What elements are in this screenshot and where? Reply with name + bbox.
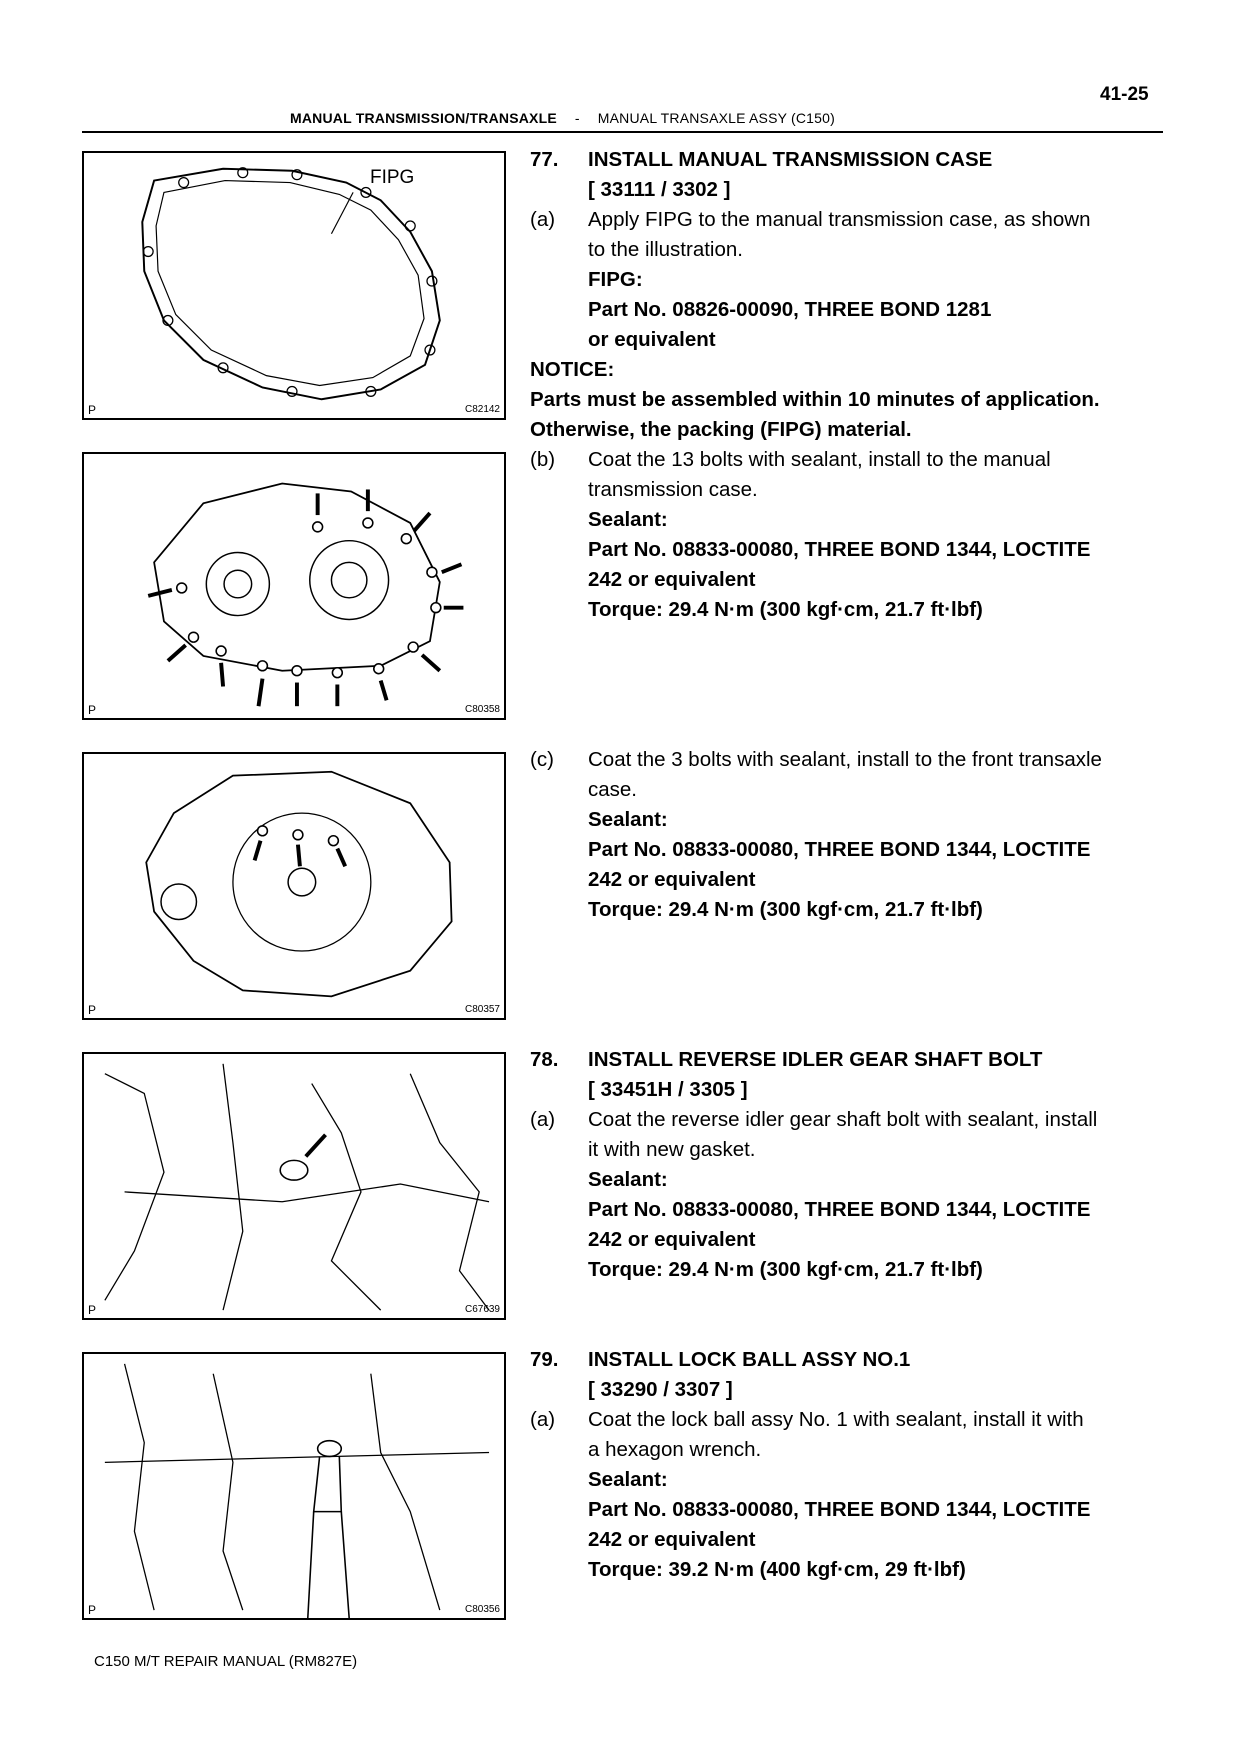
part-number-cont: or equivalent xyxy=(588,328,716,351)
fipg-callout: FIPG xyxy=(370,167,415,188)
part-number: Part No. 08833-00080, THREE BOND 1344, LOCTITE xyxy=(588,1198,1091,1221)
step-78-title-row xyxy=(530,1045,1170,1075)
step-number: 79. xyxy=(530,1348,559,1371)
substep-b xyxy=(530,445,1170,475)
notice-text-cont: Otherwise, the packing (FIPG) material. xyxy=(530,418,912,441)
figure-13-bolts xyxy=(82,452,506,720)
part-number-cont: 242 or equivalent xyxy=(588,1228,756,1251)
substep-text-cont: transmission case. xyxy=(588,478,758,501)
figure-code: C80357 xyxy=(464,1004,500,1015)
sealant-label: Sealant: xyxy=(588,1468,668,1491)
step-title: INSTALL REVERSE IDLER GEAR SHAFT BOLT xyxy=(588,1048,1043,1071)
substep-a xyxy=(530,205,1170,235)
figure-code: C80358 xyxy=(464,704,500,715)
step-title: INSTALL MANUAL TRANSMISSION CASE xyxy=(588,148,993,171)
running-header xyxy=(290,110,835,126)
substep-index: (a) xyxy=(530,1108,556,1131)
fipg-label: FIPG: xyxy=(588,268,643,291)
lock-ball-illustration xyxy=(84,1354,504,1618)
reverse-idler-bolt-illustration xyxy=(84,1054,504,1318)
header-rule xyxy=(82,131,1163,133)
part-number: Part No. 08826-00090, THREE BOND 1281 xyxy=(588,298,992,321)
transmission-case-bolts-illustration xyxy=(84,454,504,718)
step-title: INSTALL LOCK BALL ASSY NO.1 xyxy=(588,1348,911,1371)
notice-text: Parts must be assembled within 10 minutes of application. xyxy=(530,388,1100,411)
torque-spec: Torque: 29.4 N·m (300 kgf·cm, 21.7 ft·lbf) xyxy=(588,898,983,921)
header-separator: - xyxy=(574,110,580,126)
figure-p-label: P xyxy=(88,703,97,717)
header-section: MANUAL TRANSMISSION/TRANSAXLE xyxy=(290,110,557,126)
figure-code: C80356 xyxy=(464,1604,500,1615)
substep-index: (a) xyxy=(530,1408,556,1431)
step-code: [ 33111 / 3302 ] xyxy=(588,178,731,201)
figure-p-label: P xyxy=(88,1303,97,1317)
step-77-c xyxy=(530,745,1170,925)
part-number: Part No. 08833-00080, THREE BOND 1344, LOCTITE xyxy=(588,538,1091,561)
torque-spec: Torque: 29.4 N·m (300 kgf·cm, 21.7 ft·lbf) xyxy=(588,1258,983,1281)
sealant-label: Sealant: xyxy=(588,808,668,831)
step-77 xyxy=(530,145,1170,625)
step-79 xyxy=(530,1345,1170,1585)
substep-index: (c) xyxy=(530,748,554,771)
figure-code: C67639 xyxy=(464,1304,500,1315)
part-number: Part No. 08833-00080, THREE BOND 1344, LOCTITE xyxy=(588,838,1091,861)
substep-index: (b) xyxy=(530,448,556,471)
figure-3-bolts xyxy=(82,752,506,1020)
fipg-case-illustration xyxy=(84,153,504,418)
step-78 xyxy=(530,1045,1170,1285)
part-number-cont: 242 or equivalent xyxy=(588,1528,756,1551)
part-number: Part No. 08833-00080, THREE BOND 1344, LOCTITE xyxy=(588,1498,1091,1521)
substep-a xyxy=(530,1405,1170,1435)
substep-text: Coat the 13 bolts with sealant, install to the manual xyxy=(588,448,1051,471)
substep-text: Coat the lock ball assy No. 1 with sealant, install it with xyxy=(588,1408,1084,1431)
part-number-cont: 242 or equivalent xyxy=(588,868,756,891)
substep-text-cont: case. xyxy=(588,778,637,801)
figure-fipg-case xyxy=(82,151,506,420)
substep-a xyxy=(530,1105,1170,1135)
sealant-label: Sealant: xyxy=(588,508,668,531)
figure-reverse-idler-bolt xyxy=(82,1052,506,1320)
torque-spec: Torque: 39.2 N·m (400 kgf·cm, 29 ft·lbf) xyxy=(588,1558,966,1581)
substep-text: Coat the 3 bolts with sealant, install to the front transaxle xyxy=(588,748,1102,771)
figure-p-label: P xyxy=(88,1603,97,1617)
step-code: [ 33290 / 3307 ] xyxy=(588,1378,733,1401)
page-number: 41-25 xyxy=(1100,84,1149,105)
part-number-cont: 242 or equivalent xyxy=(588,568,756,591)
figure-p-label: P xyxy=(88,1003,97,1017)
step-77-title-row xyxy=(530,145,1170,175)
substep-text-cont: it with new gasket. xyxy=(588,1138,756,1161)
substep-text-cont: a hexagon wrench. xyxy=(588,1438,762,1461)
notice-label: NOTICE: xyxy=(530,358,615,381)
substep-text-cont: to the illustration. xyxy=(588,238,743,261)
substep-c xyxy=(530,745,1170,775)
front-transaxle-case-illustration xyxy=(84,754,504,1018)
figure-p-label: P xyxy=(88,403,97,417)
footer-manual-id: C150 M/T REPAIR MANUAL (RM827E) xyxy=(94,1653,358,1670)
figure-code: C82142 xyxy=(464,404,500,415)
sealant-label: Sealant: xyxy=(588,1168,668,1191)
substep-text: Coat the reverse idler gear shaft bolt with sealant, install xyxy=(588,1108,1098,1131)
substep-index: (a) xyxy=(530,208,556,231)
step-number: 78. xyxy=(530,1048,559,1071)
header-subsection: MANUAL TRANSAXLE ASSY (C150) xyxy=(597,110,835,126)
step-79-title-row xyxy=(530,1345,1170,1375)
step-code: [ 33451H / 3305 ] xyxy=(588,1078,748,1101)
figure-lock-ball xyxy=(82,1352,506,1620)
torque-spec: Torque: 29.4 N·m (300 kgf·cm, 21.7 ft·lbf) xyxy=(588,598,983,621)
substep-text: Apply FIPG to the manual transmission case, as shown xyxy=(588,208,1091,231)
step-number: 77. xyxy=(530,148,559,171)
